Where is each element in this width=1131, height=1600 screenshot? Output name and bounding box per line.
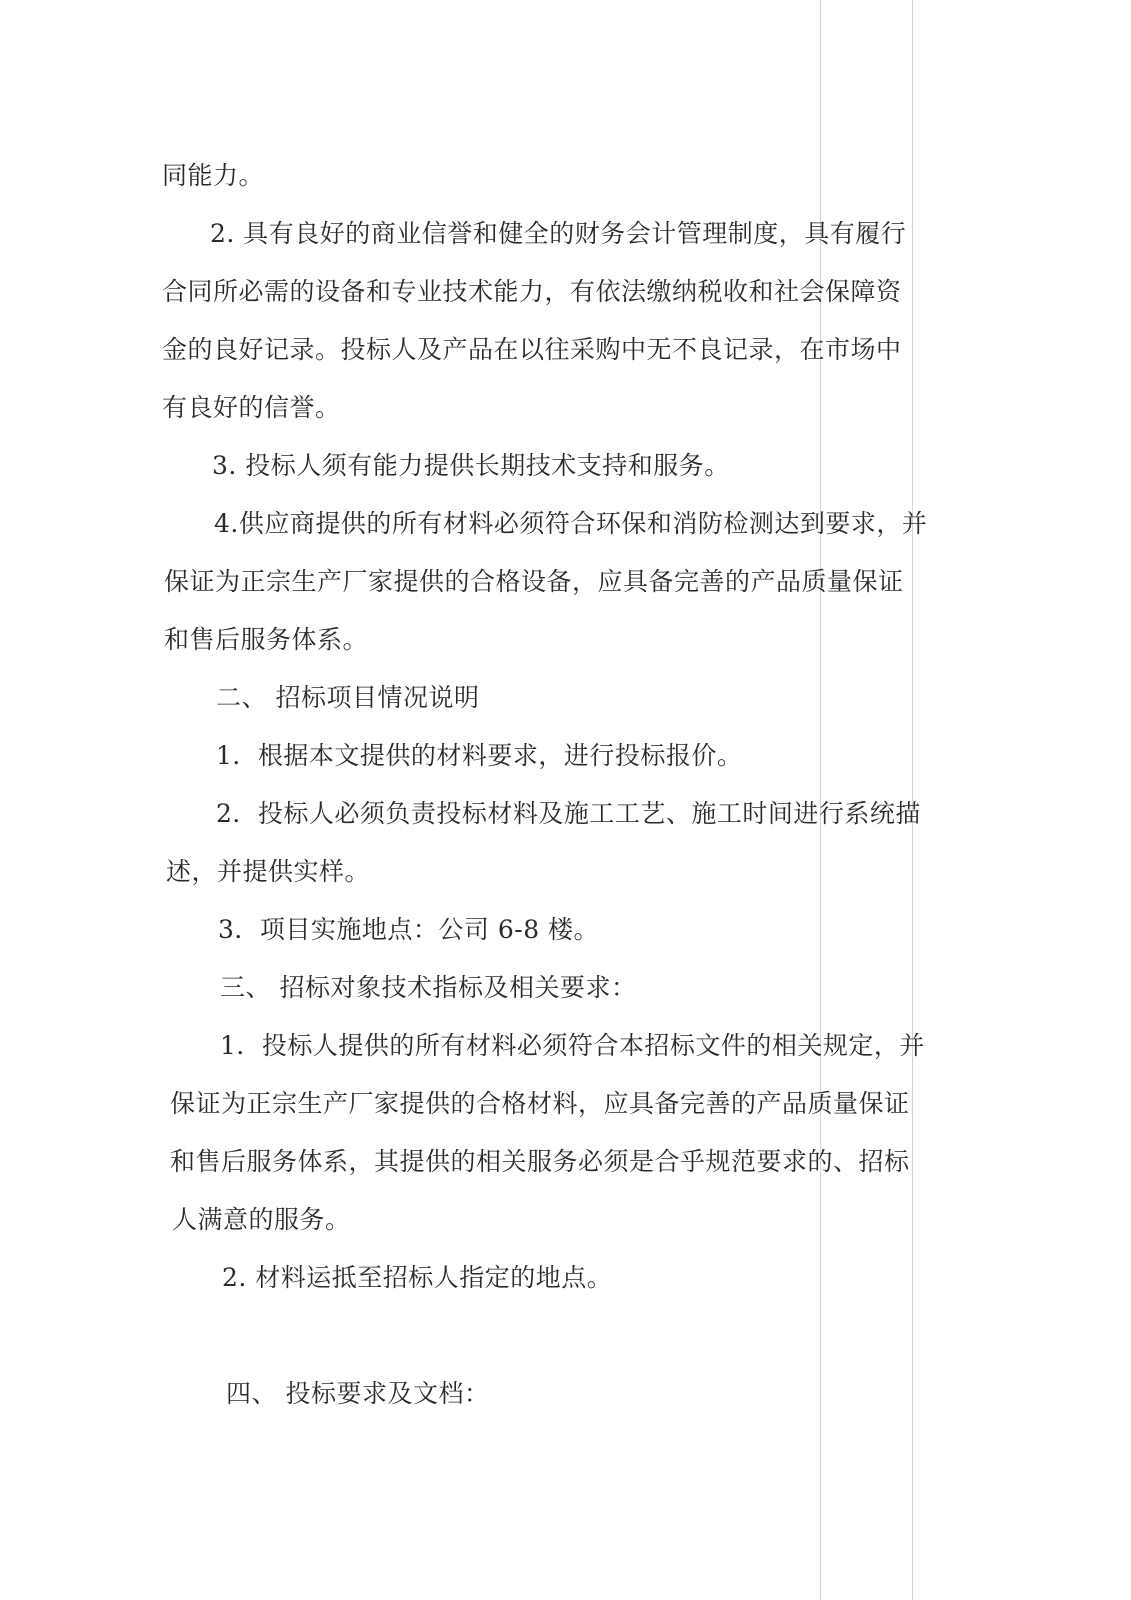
section-heading: 四、 投标要求及文档：	[226, 1379, 490, 1408]
text-line: 述，并提供实样。	[166, 857, 371, 886]
text-line: 1．投标人提供的所有材料必须符合本招标文件的相关规定，并	[220, 1031, 925, 1060]
text-line: 和售后服务体系。	[164, 625, 369, 654]
text-line: 和售后服务体系，其提供的相关服务必须是合乎规范要求的、招标	[170, 1147, 910, 1176]
text-line: 2. 具有良好的商业信誉和健全的财务会计管理制度，具有履行	[210, 219, 907, 248]
text-line: 有良好的信誉。	[162, 393, 341, 422]
text-line: 保证为正宗生产厂家提供的合格材料，应具备完善的产品质量保证	[170, 1089, 910, 1118]
text-line: 3. 投标人须有能力提供长期技术支持和服务。	[212, 451, 730, 480]
text-line: 2．投标人必须负责投标材料及施工工艺、施工时间进行系统描	[216, 799, 921, 828]
section-heading: 三、 招标对象技术指标及相关要求：	[220, 973, 637, 1002]
text-line: 同能力。	[162, 161, 265, 190]
text-line: 4.供应商提供的所有材料必须符合环保和消防检测达到要求，并	[214, 509, 928, 538]
text-line: 3．项目实施地点：公司 6-8 楼。	[218, 915, 600, 944]
text-line: 合同所必需的设备和专业技术能力，有依法缴纳税收和社会保障资	[162, 277, 902, 306]
text-line: 2. 材料运抵至招标人指定的地点。	[222, 1263, 613, 1292]
text-line: 金的良好记录。投标人及产品在以往采购中无不良记录，在市场中	[162, 335, 902, 364]
text-line: 保证为正宗生产厂家提供的合格设备，应具备完善的产品质量保证	[164, 567, 904, 596]
text-line: 1．根据本文提供的材料要求，进行投标报价。	[216, 741, 743, 770]
section-heading: 二、 招标项目情况说明	[216, 683, 480, 712]
text-line: 人满意的服务。	[172, 1205, 351, 1234]
